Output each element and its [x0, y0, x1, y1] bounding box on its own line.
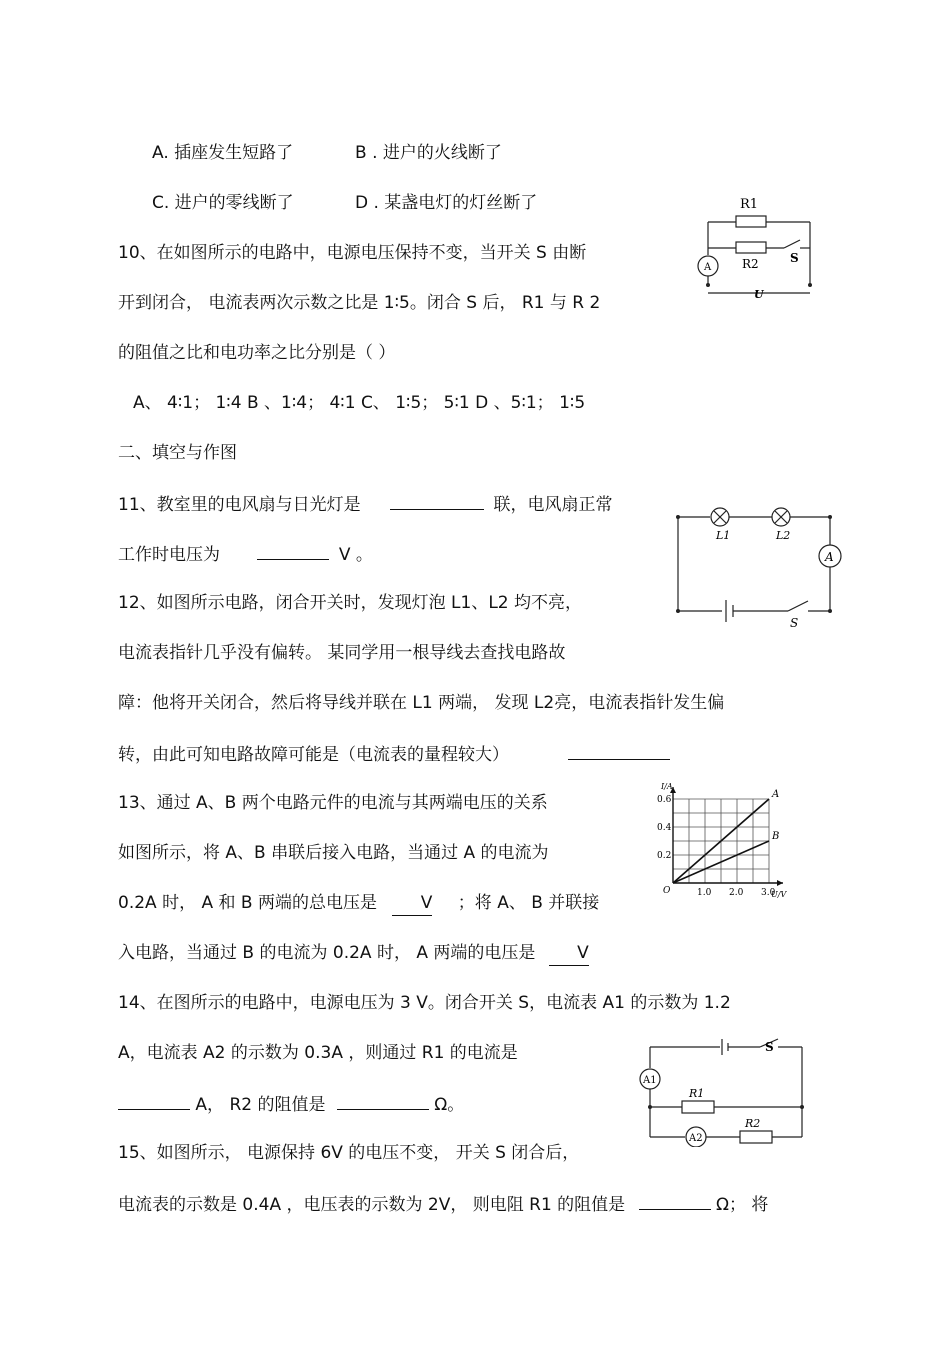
q9-option-b: B . 进户的火线断了	[355, 143, 502, 163]
q15-line-2	[118, 1191, 768, 1217]
q14-line-1: 14、在图所示的电路中，电源电压为 3 V。闭合开关 S，电流表 A1 的示数为 1.2	[118, 993, 731, 1013]
q14-text-3b: Ω。	[434, 1095, 465, 1115]
chart-x-tick-label: 3.0	[761, 888, 776, 898]
q10-r2-resistor	[736, 242, 766, 253]
q13-line-1: 13、通过 A、B 两个电路元件的电流与其两端电压的关系	[118, 793, 548, 813]
q15-line-1: 15、如图所示， 电源保持 6V 的电压不变， 开关 S 闭合后，	[118, 1143, 580, 1163]
q15-text-2a: 电流表的示数是 0.4A ，电压表的示数为 2V， 则电阻 R1 的阻值是	[118, 1195, 626, 1215]
q12-switch	[788, 601, 808, 611]
q10-line-1: 10、在如图所示的电路中，电源电压保持不变，当开关 S 由断	[118, 243, 587, 263]
q14-blank-2[interactable]	[337, 1091, 429, 1110]
q12-line-3: 障：他将开关闭合，然后将导线并联在 L1 两端， 发现 L2亮，电流表指针发生偏	[118, 693, 725, 713]
q10-r1-resistor	[736, 216, 766, 227]
q11-blank-1[interactable]	[390, 491, 484, 510]
chart-series-label-A: A	[772, 789, 780, 800]
q10-options: A、 4∶1； 1∶4 B 、1∶4； 4∶1 C、 1∶5； 5∶1 D 、5∶1； 1∶5	[133, 393, 586, 413]
q14-r1-resistor	[682, 1101, 714, 1113]
q9-option-d: D . 某盏电灯的灯丝断了	[355, 193, 538, 213]
chart-x-axis-label: U/V	[771, 890, 787, 899]
chart-x-axis-arrow	[777, 880, 783, 886]
q10-switch	[784, 240, 800, 248]
q9-option-c: C. 进户的零线断了	[152, 193, 294, 213]
q15-text-2b: Ω； 将	[715, 1195, 769, 1215]
q13-text-3a: 0.2A 时， A 和 B 两端的总电压是	[118, 893, 377, 913]
q10-ammeter-label: A	[704, 262, 712, 273]
q12-switch-label: S	[790, 616, 799, 630]
q14-r2-label: R2	[745, 1117, 761, 1130]
q13-line-4	[118, 941, 589, 966]
chart-y-tick-label: 0.4	[657, 823, 672, 833]
q11-text-d: V 。	[338, 545, 373, 565]
q11-text-a: 11、教室里的电风扇与日光灯是	[118, 495, 361, 515]
q14-r1-label: R1	[689, 1087, 705, 1100]
q12-ammeter-label: A	[825, 550, 834, 564]
q13-blank-1[interactable]	[392, 891, 432, 916]
q14-a2-label: A2	[689, 1133, 703, 1144]
chart-x-tick-label: 2.0	[729, 888, 744, 898]
chart-series-label-B: B	[772, 831, 780, 842]
q11-line-2	[118, 541, 373, 567]
q13-unit-2: V	[577, 943, 589, 963]
q10-switch-label: S	[790, 251, 799, 265]
q12-l1-label: L1	[716, 529, 731, 542]
q13-line-3	[118, 891, 599, 916]
q14-r2-resistor	[740, 1131, 772, 1143]
q12-l2-label: L2	[776, 529, 791, 542]
chart-x-tick-label: 1.0	[697, 888, 712, 898]
q10-voltage-label: U	[754, 288, 764, 301]
q14-a1-label: A1	[643, 1075, 657, 1086]
q14-circuit-diagram	[630, 1037, 810, 1147]
q11-line-1	[118, 491, 612, 517]
q10-r2-label: R2	[742, 257, 759, 271]
q13-text-3c: ；将 A、 B 并联接	[457, 893, 600, 913]
q13-blank-2[interactable]	[549, 941, 589, 966]
q14-text-3a: A， R2 的阻值是	[195, 1095, 326, 1115]
chart-y-axis-label: I/A	[661, 782, 673, 791]
q14-line-3	[118, 1091, 464, 1117]
q9-option-a: A. 插座发生短路了	[152, 143, 294, 163]
q12-circuit-diagram	[660, 503, 858, 631]
q13-text-4a: 入电路，当通过 B 的电流为 0.2A 时， A 两端的电压是	[118, 943, 536, 963]
q14-line-2: A，电流表 A2 的示数为 0.3A ，则通过 R1 的电流是	[118, 1043, 518, 1063]
q11-text-b: 联，电风扇正常	[493, 495, 613, 515]
chart-y-tick-label: 0.6	[657, 795, 672, 805]
q13-unit-1: V	[420, 893, 433, 913]
q11-blank-2[interactable]	[257, 541, 329, 560]
q11-text-c: 工作时电压为	[118, 545, 220, 565]
section-2-title: 二、填空与作图	[118, 443, 237, 463]
q12-line-2: 电流表指针几乎没有偏转。 某同学用一根导线去查找电路故	[118, 643, 566, 663]
q15-blank[interactable]	[639, 1191, 711, 1210]
chart-y-tick-label: 0.2	[657, 851, 672, 861]
q10-line-3: 的阻值之比和电功率之比分别是（ ）	[118, 343, 396, 363]
chart-origin-label: O	[663, 886, 671, 896]
q13-line-2: 如图所示，将 A、B 串联后接入电路，当通过 A 的电流为	[118, 843, 549, 863]
q13-iv-chart	[645, 777, 815, 901]
q12-line-4	[118, 741, 670, 767]
q14-switch-label: S	[765, 1040, 774, 1054]
q10-line-2: 开到闭合， 电流表两次示数之比是 1∶5。闭合 S 后， R1 与 R 2	[118, 293, 601, 313]
q14-blank-1[interactable]	[118, 1091, 190, 1110]
q12-line-1: 12、如图所示电路，闭合开关时，发现灯泡 L1、L2 均不亮，	[118, 593, 583, 613]
q12-blank[interactable]	[568, 741, 670, 760]
q10-circuit-diagram	[688, 190, 824, 302]
q12-text-4: 转，由此可知电路故障可能是（电流表的量程较大）	[118, 745, 509, 765]
q10-r1-label: R1	[740, 197, 759, 212]
